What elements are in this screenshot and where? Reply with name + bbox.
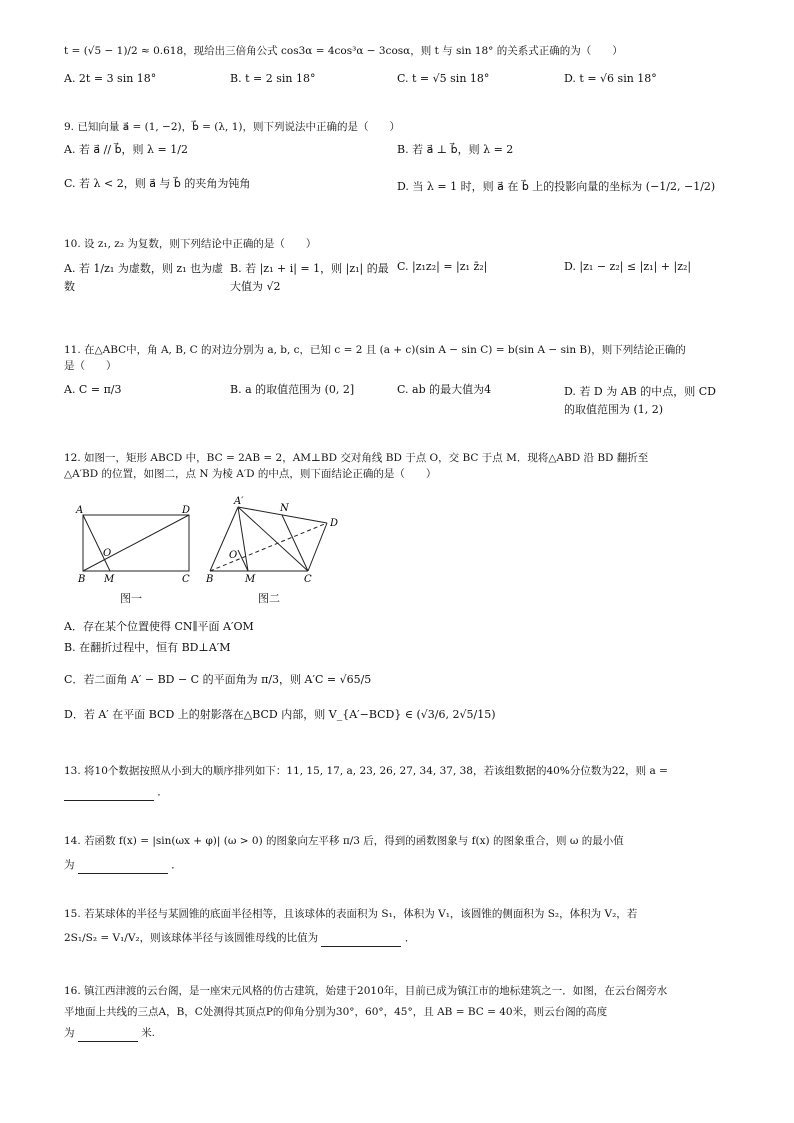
q16-answer-blank[interactable] [78,1027,138,1042]
figure-two-folded [205,493,345,588]
fig2-label-m: M [245,574,256,585]
q10-option-b: B. 若 |z₁ + i| = 1，则 |z₁| 的最大值为 √2 [230,262,389,293]
q8-option-d: D. t = √6 sin 18° [564,72,657,85]
q16-line1: 16. 镇江西津渡的云台阁，是一座宋元风格的仿古建筑，始建于2010年，目前已成为镇江市的地标建筑之一．如图，在云台阁旁水 [64,985,668,997]
q14-line2-end: ． [171,859,182,871]
q11-stem-line1: 11. 在△ABC中，角 A, B, C 的对边分别为 a, b, c，已知 c = 2 且 (a + c)(sin A − sin C) = b(sin A − sin B)，则下列结论正确的 [64,344,686,356]
q12-option-a: A．存在某个位置使得 CN∥平面 A′OM [64,620,254,633]
q11-option-b: B. a 的取值范围为 (0, 2] [230,383,355,396]
q12-option-c: C．若二面角 A′ − BD − C 的平面角为 π/3，则 A′C = √65/5 [64,673,372,686]
segment-am [83,515,110,571]
q11-stem [64,342,728,375]
fig2-label-n: N [280,503,289,514]
fig1-label-o: O [103,548,112,559]
q11-stem-line2: 是（ ） [64,360,117,373]
q14-answer-blank[interactable] [78,859,168,874]
fig1-label-a: A [76,505,84,516]
fig1-label-b: B [78,574,86,585]
fig2-label-b: B [206,574,214,585]
fig2-label-o: O [229,550,238,561]
q12-stem-line1: 12. 如图一，矩形 ABCD 中，BC = 2AB = 2，AM⊥BD 交对角线 BD 于点 O，交 BC 于点 M．现将△ABD 沿 BD 翻折至 [64,452,649,464]
q13-line2 [64,786,168,801]
q8-option-c: C. t = √5 sin 18° [397,72,490,85]
fig1-label-m: M [104,574,115,585]
q8-stem [64,45,623,59]
q15-answer-blank[interactable] [321,932,401,947]
q12-option-b: B. 在翻折过程中，恒有 BD⊥A′M [64,641,231,654]
q13-line1: 13. 将10个数据按照从小到大的顺序排列如下：11, 15, 17, a, 23, 26, 27, 34, 37, 38，若该组数据的40%分位数为22，则 a = [64,765,668,777]
q9-option-b: B. 若 a⃗ ⊥ b⃗，则 λ = 2 [397,143,514,156]
q8-stem-text: t = (√5 − 1)/2 ≈ 0.618，现给出三倍角公式 cos3α = 4cos³α − 3cosα，则 t 与 sin 18° 的关系式正确的为（ ） [64,45,623,57]
q9-stem: 9. 已知向量 a⃗ = (1, −2)，b⃗ = (λ, 1)，则下列说法中正确的是（ ） [64,121,400,133]
figure-one-rectangle [74,500,204,590]
q16-line3-start: 为 [64,1027,75,1039]
q8-option-b: B. t = 2 sin 18° [230,72,316,85]
q13-answer-blank[interactable] [64,786,154,801]
q10-option-d: D. |z₁ − z₂| ≤ |z₁| + |z₂| [564,260,692,273]
q11-option-a: A. C = π/3 [64,383,122,396]
edge-a-prime-c [238,507,308,571]
q12-option-d: D．若 A′ 在平面 BCD 上的射影落在△BCD 内部，则 V_{A′−BCD} ∈ (√3/6, 2√5/15) [64,708,496,721]
q13-line2-end: ． [157,786,168,798]
q9-option-a: A. 若 a⃗ // b⃗，则 λ = 1/2 [64,143,188,156]
q12-stem-line2: △A′BD 的位置，如图二，点 N 为棱 A′D 的中点，则下面结论正确的是（ ） [64,468,437,481]
diagonal-bd [83,515,189,571]
fig1-label-c: C [182,574,190,585]
q15-line2 [64,932,415,947]
figure-two-caption: 图二 [258,592,280,605]
q15-line2-end: ． [404,932,416,944]
q16-line3-end: 米. [141,1027,156,1039]
q11-option-d: D. 若 D 为 AB 的中点，则 CD 的取值范围为 (1, 2) [564,385,716,416]
fig1-label-d: D [182,505,191,516]
edge-a-prime-b [210,507,238,571]
figure-one-caption: 图一 [120,592,142,605]
q12-stem [64,450,728,483]
q10-stem: 10. 设 z₁, z₂ 为复数，则下列结论中正确的是（ ） [64,238,317,250]
q14-line1: 14. 若函数 f(x) = |sin(ωx + φ)| (ω > 0) 的图象向左平移 π/3 后，得到的函数图象与 f(x) 的图象重合，则 ω 的最小值 [64,835,624,847]
fig2-label-c: C [304,574,312,585]
q16-line3 [64,1027,155,1042]
segment-nc [282,515,308,571]
q11-option-c: C. ab 的最大值为4 [397,383,492,396]
q15-line1: 15. 若某球体的半径与某圆锥的底面半径相等，且该球体的表面积为 S₁，体积为 V₁，该圆锥的侧面积为 S₂，体积为 V₂，若 [64,908,638,920]
q9-option-d: D. 当 λ = 1 时，则 a⃗ 在 b⃗ 上的投影向量的坐标为 (−1/2, −1/2) [397,180,716,193]
q14-line2-start: 为 [64,859,75,871]
q10-option-c: C. |z₁z₂| = |z₁ z̄₂| [397,260,488,273]
fig2-label-a-prime: A′ [234,496,244,507]
q14-line2 [64,859,182,874]
q16-line2: 平地面上共线的三点A，B，C处测得其顶点P的仰角分别为30°，60°，45°，且 AB = BC = 40米，则云台阁的高度 [64,1006,608,1018]
q15-line2-text: 2S₁/S₂ = V₁/V₂，则该球体半径与该圆锥母线的比值为 [64,932,319,944]
edge-cd [308,523,327,571]
q8-option-a: A. 2t = 3 sin 18° [64,72,157,85]
q9-option-c: C. 若 λ < 2，则 a⃗ 与 b⃗ 的夹角为钝角 [64,177,251,190]
q10-option-a: A. 若 1/z₁ 为虚数，则 z₁ 也为虚数 [64,262,224,293]
fig2-label-d: D [330,518,339,529]
